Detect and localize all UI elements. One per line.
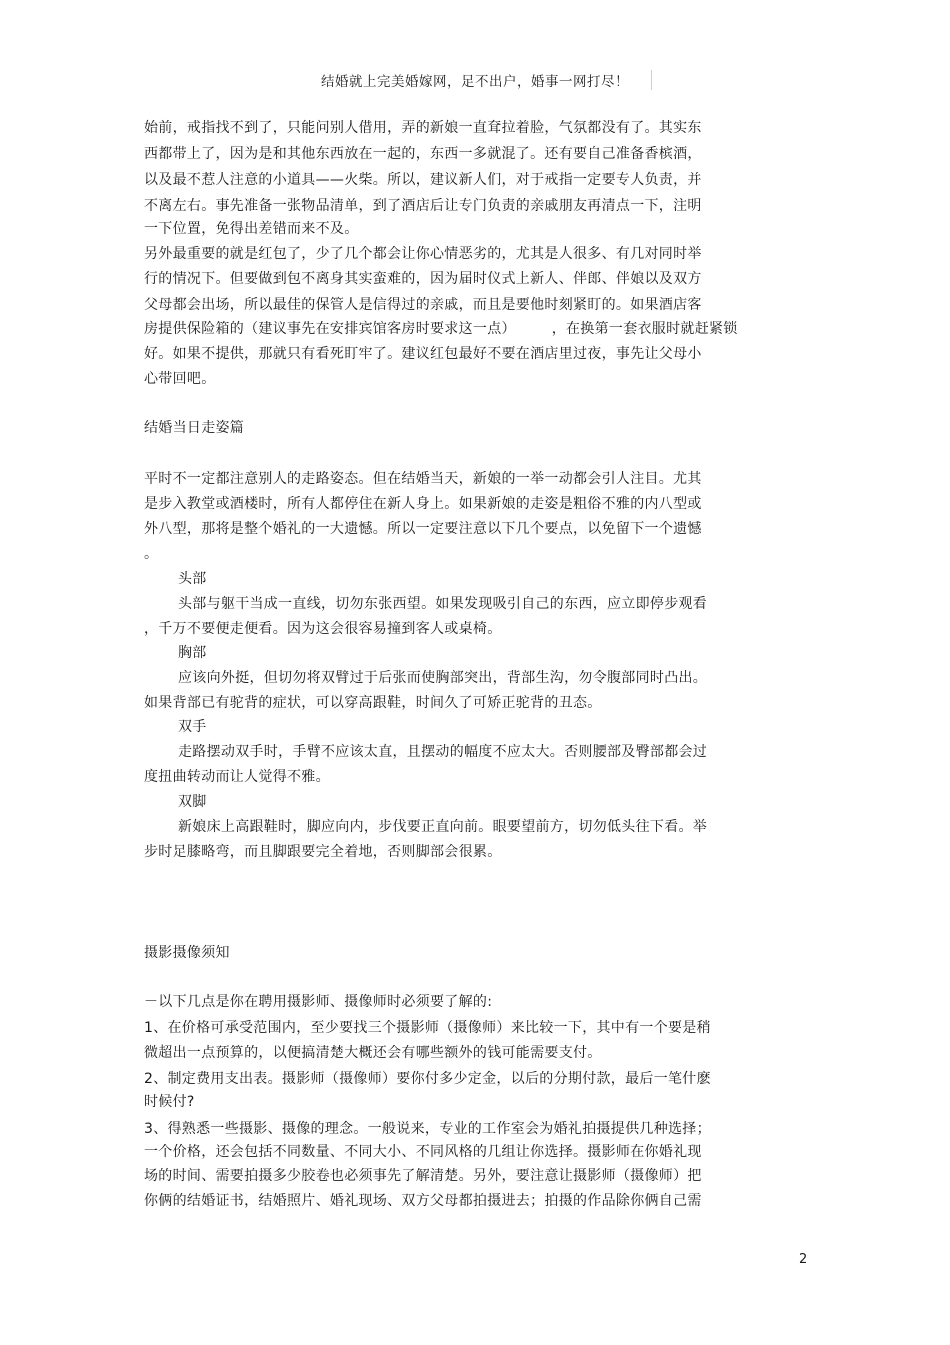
text-line: 行的情况下。但要做到包不离身其实蛮难的，因为届时仪式上新人、伴郎、伴娘以及双方	[144, 271, 702, 287]
section-title-photo: 摄影摄像须知	[144, 945, 230, 961]
text-line: 心带回吧。	[144, 371, 216, 387]
text-line: 头部与躯干当成一直线，切勿东张西望。如果发现吸引自己的东西，应立即停步观看	[178, 596, 708, 612]
text-line: 好。如果不提供，那就只有看死盯牢了。建议红包最好不要在酒店里过夜，事先让父母小	[144, 346, 702, 362]
text-line: 1、在价格可承受范围内，至少要找三个摄影师（摄像师）来比较一下，其中有一个要是稍	[144, 1020, 711, 1036]
text-line: 以及最不惹人注意的小道具——火柴。所以，建议新人们，对于戒指一定要专人负责，并	[144, 172, 702, 188]
text-line: 不离左右。事先准备一张物品清单，到了酒店后让专门负责的亲戚朋友再清点一下，注明	[144, 198, 702, 214]
text-line: 是步入教堂或酒楼时，所有人都停住在新人身上。如果新娘的走姿是粗俗不雅的内八型或	[144, 496, 702, 512]
text-line: 步时足膝略弯，而且脚跟要完全着地，否则脚部会很累。	[144, 844, 502, 860]
text-line: 你俩的结婚证书，结婚照片、婚礼现场、双方父母都拍摄进去；拍摄的作品除你俩自己需	[144, 1193, 702, 1209]
subheading-chest: 胸部	[178, 645, 207, 661]
page-header: 结婚就上完美婚嫁网，足不出户，婚事一网打尽！	[321, 74, 629, 90]
text-line: 平时不一定都注意别人的走路姿态。但在结婚当天，新娘的一举一动都会引人注目。尤其	[144, 471, 702, 487]
text-line: 房提供保险箱的（建议事先在安排宾馆客房时要求这一点） ，在换第一套衣服时就赶紧锁	[144, 321, 738, 337]
subheading-feet: 双脚	[178, 794, 207, 810]
text-line: 时候付?	[144, 1094, 195, 1110]
text-line: 新娘床上高跟鞋时，脚应向内，步伐要正直向前。眼要望前方，切勿低头往下看。举	[178, 819, 708, 835]
text-line: －以下几点是你在聘用摄影师、摄像师时必须要了解的:	[144, 994, 493, 1010]
page-number: 2	[799, 1252, 808, 1267]
text-line: 场的时间、需要拍摄多少胶卷也必须事先了解清楚。另外，要注意让摄影师（摄像师）把	[144, 1168, 702, 1184]
text-line: 父母都会出场，所以最佳的保管人是信得过的亲戚，而且是要他时刻紧盯的。如果酒店客	[144, 297, 702, 313]
text-line: 一个价格，还会包括不同数量、不同大小、不同风格的几组让你选择。摄影师在你婚礼现	[144, 1144, 702, 1160]
text-line: 微超出一点预算的，以便搞清楚大概还会有哪些额外的钱可能需要支付。	[144, 1045, 602, 1061]
text-line: 另外最重要的就是红包了，少了几个都会让你心情恶劣的，尤其是人很多、有几对同时举	[144, 246, 702, 262]
text-line: 度扭曲转动而让人觉得不雅。	[144, 769, 330, 785]
text-line: 如果背部已有驼背的症状，可以穿高跟鞋，时间久了可矫正驼背的丑态。	[144, 695, 602, 711]
text-line: 2、制定费用支出表。摄影师（摄像师）要你付多少定金，以后的分期付款，最后一笔什麽	[144, 1071, 711, 1087]
text-line: 外八型，那将是整个婚礼的一大遗憾。所以一定要注意以下几个要点，以免留下一个遗憾	[144, 521, 702, 537]
text-line: 始前，戒指找不到了，只能问别人借用，弄的新娘一直耷拉着脸，气氛都没有了。其实东	[144, 120, 702, 136]
header-divider	[651, 70, 652, 90]
text-line: 走路摆动双手时，手臂不应该太直，且摆动的幅度不应太大。否则腰部及臀部都会过	[178, 744, 708, 760]
section-title-walking: 结婚当日走姿篇	[144, 420, 245, 436]
text-line: 一下位置，免得出差错而来不及。	[144, 221, 359, 237]
text-line: 应该向外挺，但切勿将双臂过于后张而使胸部突出，背部生沟，勿令腹部同时凸出。	[178, 670, 708, 686]
subheading-head: 头部	[178, 571, 207, 587]
text-line: 西都带上了，因为是和其他东西放在一起的，东西一多就混了。还有要自己准备香槟酒，	[144, 146, 702, 162]
subheading-hands: 双手	[178, 719, 207, 735]
text-line: 3、得熟悉一些摄影、摄像的理念。一般说来，专业的工作室会为婚礼拍摄提供几种选择；	[144, 1121, 711, 1137]
text-line: ，千万不要便走便看。因为这会很容易撞到客人或桌椅。	[144, 621, 502, 637]
text-line: 。	[144, 546, 159, 562]
